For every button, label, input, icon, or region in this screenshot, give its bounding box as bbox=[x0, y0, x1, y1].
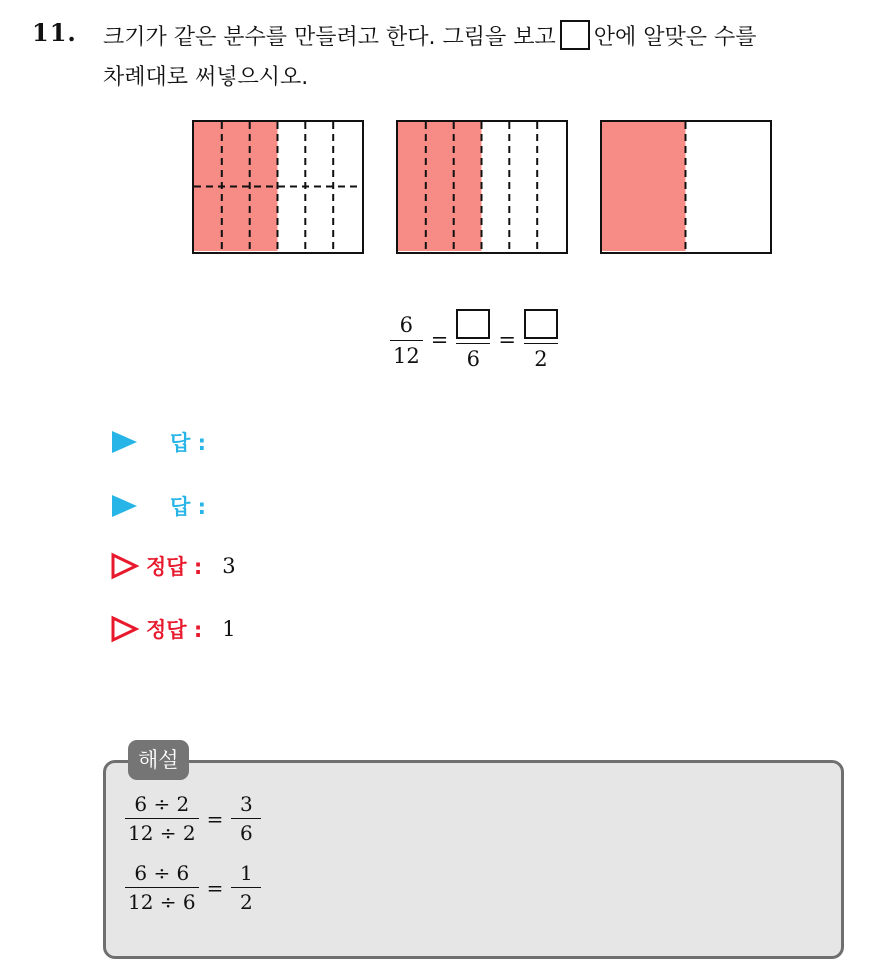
fraction-numerator: 1 bbox=[240, 861, 253, 885]
outline-triangle-icon bbox=[110, 615, 140, 643]
fraction-denominator: 6 bbox=[240, 821, 253, 845]
fraction-numerator: 6 bbox=[399, 312, 414, 337]
question-text-after-box: 안에 알맞은 수를 bbox=[593, 25, 757, 50]
fraction-blank-6 bbox=[456, 309, 490, 372]
solution-line-2 bbox=[125, 861, 261, 914]
fraction-numerator: 6 ÷ 2 bbox=[134, 792, 190, 816]
fraction-denominator: 6 bbox=[466, 346, 481, 371]
answer-label: 답 : bbox=[170, 495, 206, 519]
correct-answer-label: 정답 : bbox=[146, 618, 203, 642]
fraction-figure-3 bbox=[600, 120, 772, 254]
correct-answer-row-2 bbox=[110, 614, 236, 644]
solution-result-fraction bbox=[231, 861, 261, 914]
solution-line-1 bbox=[125, 792, 261, 845]
fraction-denominator: 12 ÷ 2 bbox=[128, 821, 196, 845]
fraction-numerator: 6 ÷ 6 bbox=[134, 861, 190, 885]
question-number: 11. bbox=[32, 18, 77, 47]
correct-answer-label: 정답 : bbox=[146, 555, 203, 579]
fraction-bar bbox=[456, 343, 490, 344]
equals-sign: = bbox=[206, 806, 224, 831]
solution-box bbox=[103, 760, 844, 959]
fraction-bar bbox=[524, 343, 558, 344]
fraction-bar bbox=[125, 887, 199, 888]
fraction-bar bbox=[390, 340, 423, 341]
blank-numerator-box bbox=[524, 309, 558, 339]
fraction-equation bbox=[390, 305, 558, 375]
fraction-denominator: 12 bbox=[393, 343, 420, 368]
fraction-figure-2 bbox=[396, 120, 568, 254]
outline-triangle-icon bbox=[110, 552, 140, 580]
solution-tab-label: 해설 bbox=[128, 740, 189, 780]
solution-fraction bbox=[125, 861, 199, 914]
fraction-numerator: 3 bbox=[240, 792, 253, 816]
inline-blank-box bbox=[560, 20, 590, 50]
equals-sign: = bbox=[430, 328, 449, 352]
blank-numerator-box bbox=[456, 309, 490, 339]
fraction-blank-2 bbox=[524, 309, 558, 372]
question-text-line1 bbox=[103, 20, 757, 51]
question-text-line2: 차례대로 써넣으시오. bbox=[103, 65, 309, 90]
equals-sign: = bbox=[498, 328, 516, 352]
fraction-6-12 bbox=[390, 312, 423, 369]
correct-answer-row-1 bbox=[110, 551, 236, 581]
fraction-bar bbox=[231, 887, 261, 888]
correct-answer-value: 3 bbox=[222, 554, 236, 578]
fraction-figure-1 bbox=[192, 120, 364, 254]
filled-triangle-icon bbox=[110, 428, 140, 456]
filled-triangle-icon bbox=[110, 492, 140, 520]
fraction-denominator: 2 bbox=[240, 890, 253, 914]
answer-label: 답 : bbox=[170, 431, 206, 455]
solution-fraction bbox=[125, 792, 199, 845]
student-answer-row-1 bbox=[110, 427, 206, 457]
fraction-denominator: 2 bbox=[534, 346, 548, 371]
fraction-denominator: 12 ÷ 6 bbox=[128, 890, 196, 914]
question-text-before-box: 크기가 같은 분수를 만들려고 한다. 그림을 보고 bbox=[103, 25, 556, 50]
fraction-bar bbox=[125, 818, 199, 819]
fraction-bar bbox=[231, 818, 261, 819]
student-answer-row-2 bbox=[110, 491, 206, 521]
solution-result-fraction bbox=[231, 792, 261, 845]
equals-sign: = bbox=[206, 875, 224, 900]
correct-answer-value: 1 bbox=[222, 617, 236, 641]
